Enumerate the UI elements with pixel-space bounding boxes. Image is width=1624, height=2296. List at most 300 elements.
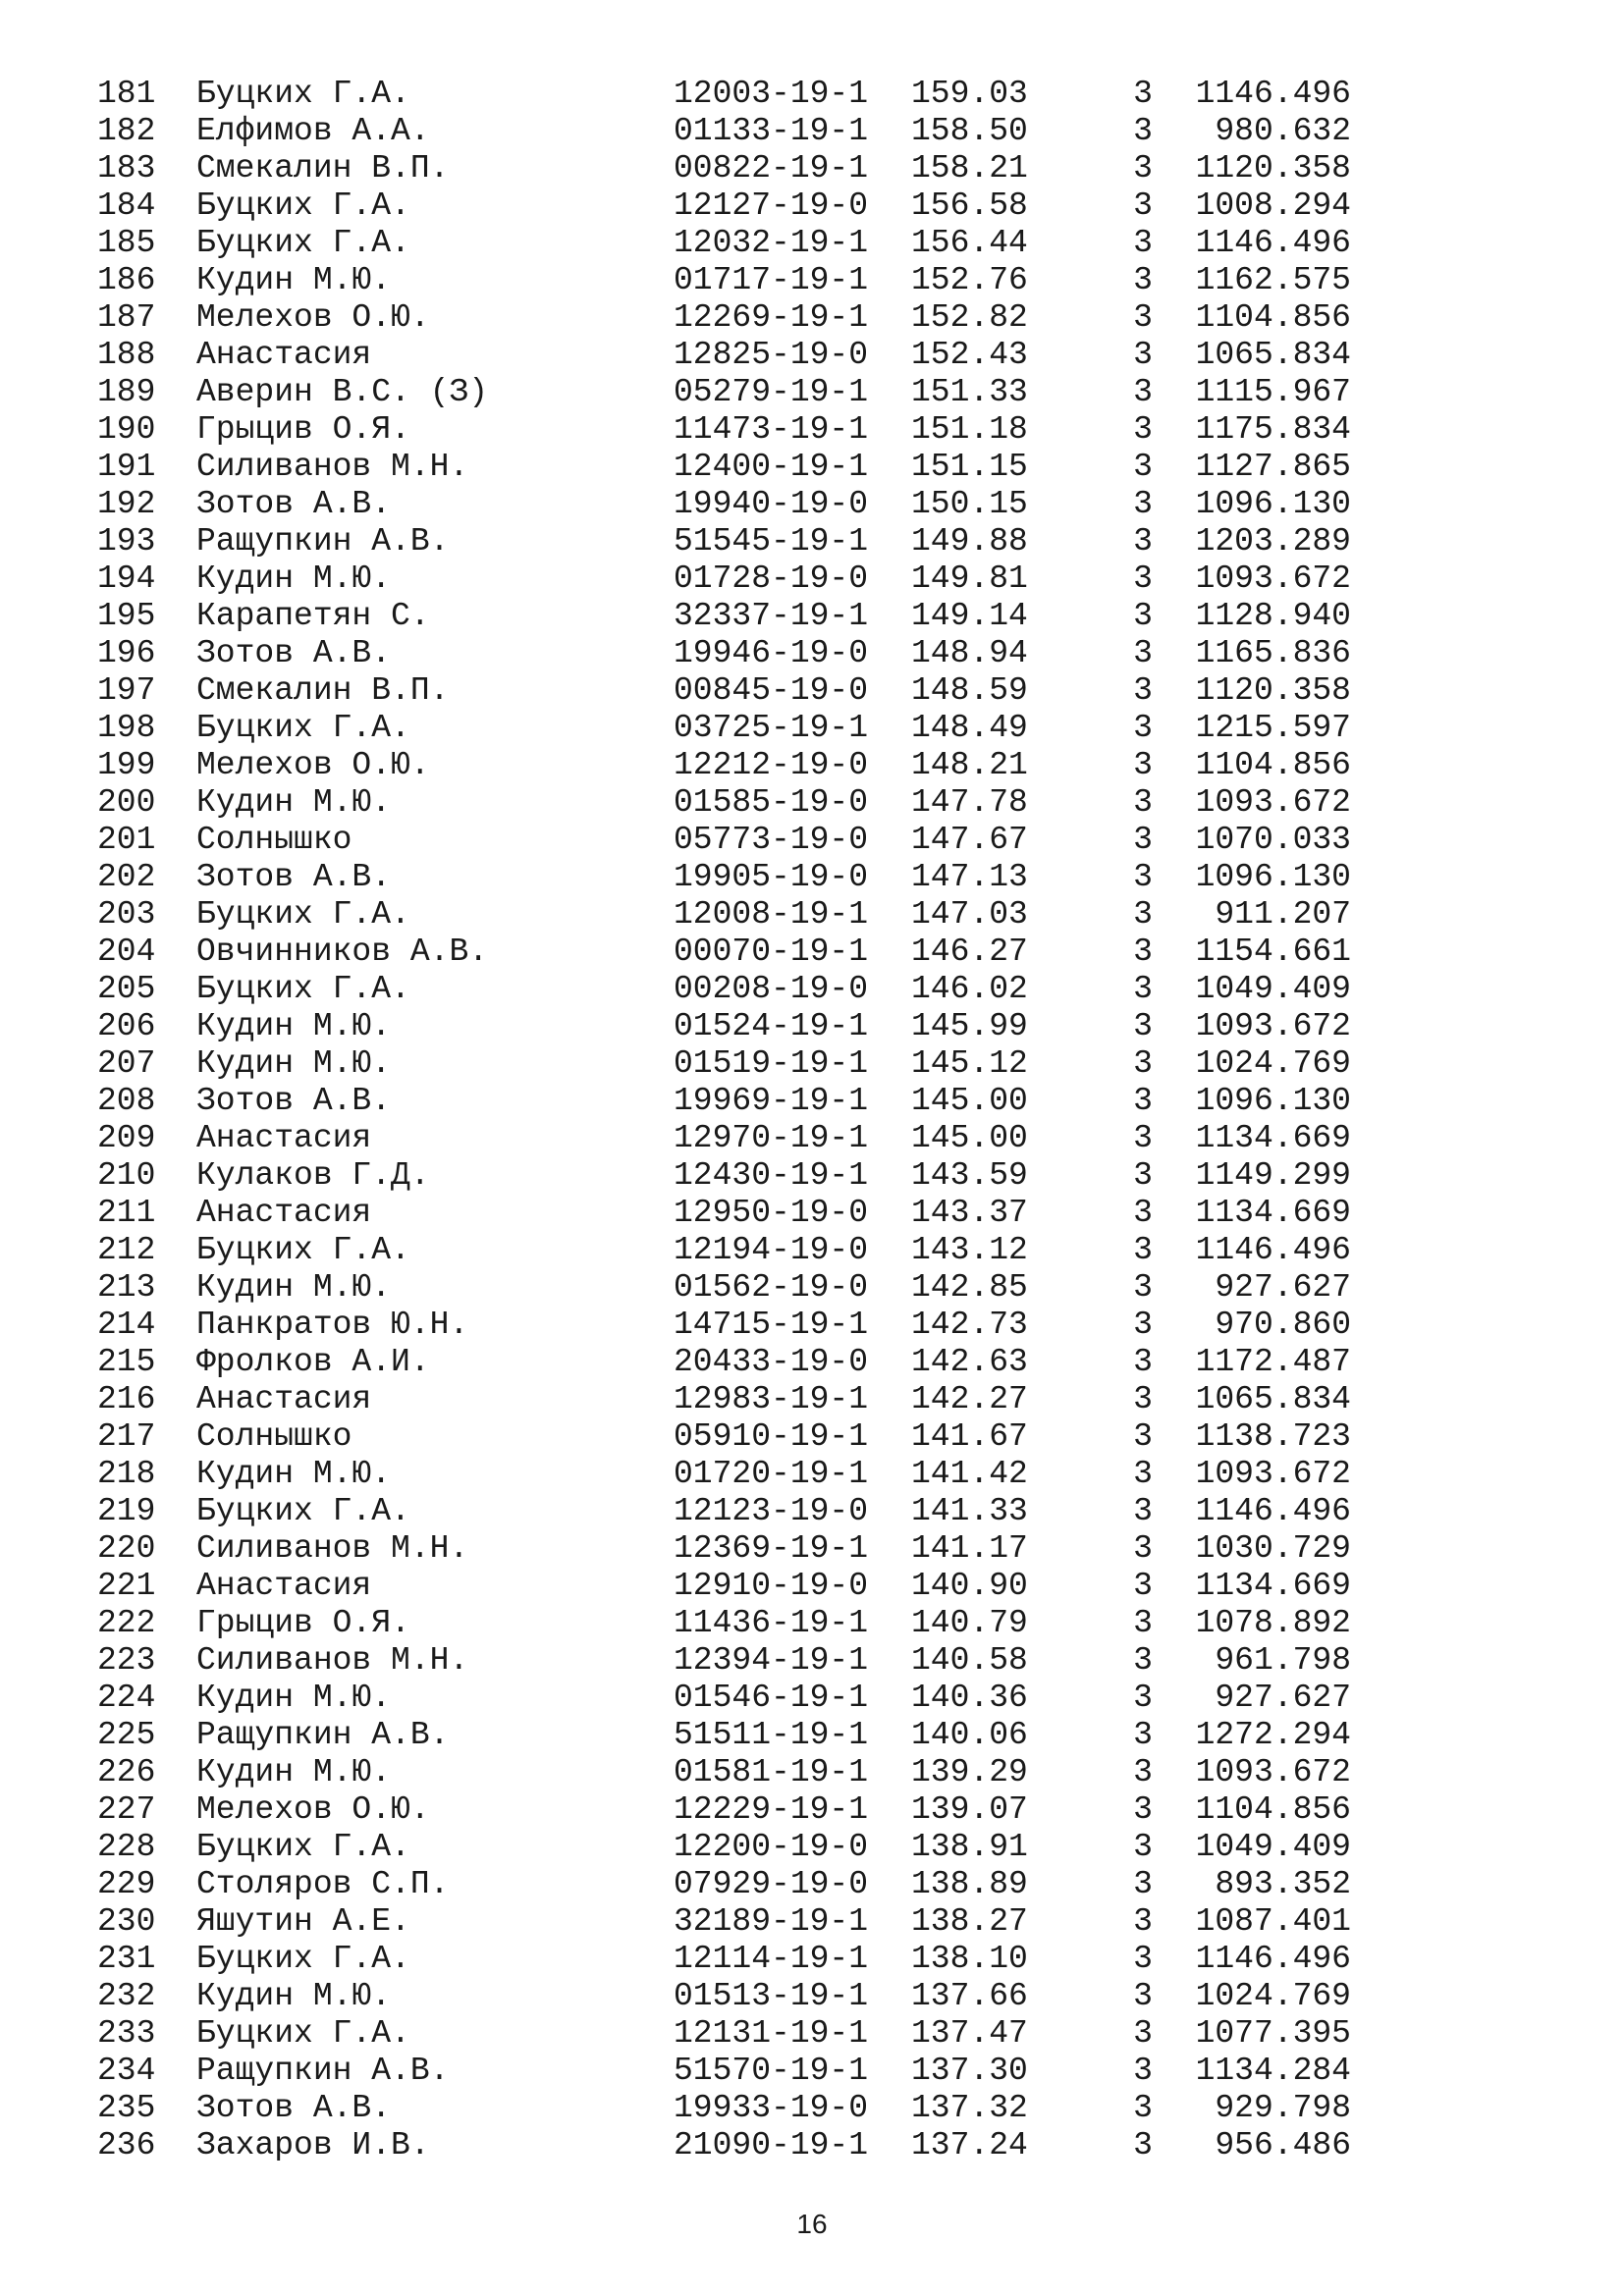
participant-name: Буцких Г.А.: [196, 710, 410, 746]
class-value: 3: [1133, 1418, 1153, 1455]
class-value: 3: [1133, 710, 1153, 746]
ring-code: 12131-19-1: [674, 2015, 869, 2052]
ring-code: 19905-19-0: [674, 859, 869, 895]
total-value: 1104.856: [1195, 1791, 1351, 1828]
table-row: [0, 262, 1624, 299]
participant-name: Буцких Г.А.: [196, 971, 410, 1007]
participant-name: Зотов А.В.: [196, 486, 392, 522]
class-value: 3: [1133, 1083, 1153, 1119]
score-value: 147.13: [911, 859, 1028, 895]
class-value: 3: [1133, 337, 1153, 373]
ring-code: 01562-19-0: [674, 1269, 869, 1306]
row-number: 194: [97, 561, 156, 597]
row-number: 201: [97, 822, 156, 858]
ring-code: 19969-19-1: [674, 1083, 869, 1119]
participant-name: Зотов А.В.: [196, 859, 392, 895]
total-value: 956.486: [1215, 2127, 1351, 2163]
row-number: 224: [97, 1680, 156, 1716]
total-value: 1024.769: [1195, 1045, 1351, 1082]
ring-code: 11473-19-1: [674, 411, 869, 448]
total-value: 929.798: [1215, 2090, 1351, 2126]
participant-name: Кудин М.Ю.: [196, 262, 392, 298]
row-number: 213: [97, 1269, 156, 1306]
row-number: 204: [97, 934, 156, 970]
ring-code: 01524-19-1: [674, 1008, 869, 1044]
participant-name: Смекалин В.П.: [196, 672, 450, 709]
class-value: 3: [1133, 784, 1153, 821]
ring-code: 12127-19-0: [674, 187, 869, 224]
row-number: 185: [97, 225, 156, 261]
table-row: [0, 1829, 1624, 1866]
participant-name: Аверин В.С. (З): [196, 374, 489, 410]
participant-name: Елфимов А.А.: [196, 113, 430, 149]
table-row: [0, 1642, 1624, 1680]
score-value: 137.32: [911, 2090, 1028, 2126]
ring-code: 12003-19-1: [674, 76, 869, 112]
class-value: 3: [1133, 1045, 1153, 1082]
participant-name: Анастасия: [196, 1568, 372, 1604]
participant-name: Ращупкин А.В.: [196, 2053, 450, 2089]
table-row: [0, 896, 1624, 934]
row-number: 215: [97, 1344, 156, 1380]
table-row: [0, 2090, 1624, 2127]
class-value: 3: [1133, 1605, 1153, 1641]
score-value: 138.27: [911, 1903, 1028, 1940]
total-value: 1134.669: [1195, 1195, 1351, 1231]
row-number: 210: [97, 1157, 156, 1194]
participant-name: Зотов А.В.: [196, 2090, 392, 2126]
ring-code: 51545-19-1: [674, 523, 869, 560]
row-number: 184: [97, 187, 156, 224]
ring-code: 01581-19-1: [674, 1754, 869, 1790]
score-value: 150.15: [911, 486, 1028, 522]
ring-code: 01519-19-1: [674, 1045, 869, 1082]
class-value: 3: [1133, 187, 1153, 224]
score-value: 158.50: [911, 113, 1028, 149]
total-value: 1120.358: [1195, 150, 1351, 187]
class-value: 3: [1133, 896, 1153, 933]
ring-code: 12400-19-1: [674, 449, 869, 485]
total-value: 1149.299: [1195, 1157, 1351, 1194]
participant-name: Буцких Г.А.: [196, 2015, 410, 2052]
participant-name: Фролков А.И.: [196, 1344, 430, 1380]
total-value: 1077.395: [1195, 2015, 1351, 2052]
ring-code: 05910-19-1: [674, 1418, 869, 1455]
row-number: 225: [97, 1717, 156, 1753]
ring-code: 51511-19-1: [674, 1717, 869, 1753]
ring-code: 32189-19-1: [674, 1903, 869, 1940]
results-table: [0, 76, 1624, 2164]
participant-name: Кудин М.Ю.: [196, 561, 392, 597]
total-value: 1093.672: [1195, 784, 1351, 821]
class-value: 3: [1133, 672, 1153, 709]
table-row: [0, 486, 1624, 523]
table-row: [0, 337, 1624, 374]
table-row: [0, 2053, 1624, 2090]
score-value: 138.91: [911, 1829, 1028, 1865]
ring-code: 32337-19-1: [674, 598, 869, 634]
participant-name: Силиванов М.Н.: [196, 1642, 469, 1679]
total-value: 1215.597: [1195, 710, 1351, 746]
ring-code: 01585-19-0: [674, 784, 869, 821]
class-value: 3: [1133, 262, 1153, 298]
ring-code: 12394-19-1: [674, 1642, 869, 1679]
table-row: [0, 150, 1624, 187]
row-number: 216: [97, 1381, 156, 1417]
score-value: 145.00: [911, 1083, 1028, 1119]
total-value: 1146.496: [1195, 1493, 1351, 1529]
class-value: 3: [1133, 1791, 1153, 1828]
score-value: 142.27: [911, 1381, 1028, 1417]
score-value: 141.42: [911, 1456, 1028, 1492]
table-row: [0, 1381, 1624, 1418]
ring-code: 12200-19-0: [674, 1829, 869, 1865]
table-row: [0, 299, 1624, 337]
score-value: 140.79: [911, 1605, 1028, 1641]
score-value: 142.63: [911, 1344, 1028, 1380]
participant-name: Панкратов Ю.Н.: [196, 1307, 469, 1343]
ring-code: 19940-19-0: [674, 486, 869, 522]
table-row: [0, 784, 1624, 822]
participant-name: Буцких Г.А.: [196, 1232, 410, 1268]
class-value: 3: [1133, 76, 1153, 112]
row-number: 230: [97, 1903, 156, 1940]
table-row: [0, 225, 1624, 262]
class-value: 3: [1133, 1978, 1153, 2014]
total-value: 1104.856: [1195, 747, 1351, 783]
row-number: 199: [97, 747, 156, 783]
total-value: 1203.289: [1195, 523, 1351, 560]
row-number: 181: [97, 76, 156, 112]
class-value: 3: [1133, 2127, 1153, 2163]
row-number: 209: [97, 1120, 156, 1156]
total-value: 1172.487: [1195, 1344, 1351, 1380]
score-value: 140.36: [911, 1680, 1028, 1716]
participant-name: Солнышко: [196, 822, 352, 858]
ring-code: 12825-19-0: [674, 337, 869, 373]
class-value: 3: [1133, 561, 1153, 597]
row-number: 189: [97, 374, 156, 410]
table-row: [0, 598, 1624, 635]
class-value: 3: [1133, 1195, 1153, 1231]
ring-code: 01717-19-1: [674, 262, 869, 298]
score-value: 139.29: [911, 1754, 1028, 1790]
class-value: 3: [1133, 2015, 1153, 2052]
score-value: 147.78: [911, 784, 1028, 821]
ring-code: 12269-19-1: [674, 299, 869, 336]
participant-name: Анастасия: [196, 1120, 372, 1156]
total-value: 1070.033: [1195, 822, 1351, 858]
score-value: 152.76: [911, 262, 1028, 298]
class-value: 3: [1133, 411, 1153, 448]
class-value: 3: [1133, 1754, 1153, 1790]
participant-name: Анастасия: [196, 1381, 372, 1417]
total-value: 1146.496: [1195, 225, 1351, 261]
class-value: 3: [1133, 1680, 1153, 1716]
row-number: 214: [97, 1307, 156, 1343]
class-value: 3: [1133, 747, 1153, 783]
score-value: 142.73: [911, 1307, 1028, 1343]
ring-code: 14715-19-1: [674, 1307, 869, 1343]
row-number: 219: [97, 1493, 156, 1529]
class-value: 3: [1133, 1903, 1153, 1940]
class-value: 3: [1133, 1493, 1153, 1529]
score-value: 138.10: [911, 1941, 1028, 1977]
score-value: 140.90: [911, 1568, 1028, 1604]
table-row: [0, 747, 1624, 784]
total-value: 1146.496: [1195, 1941, 1351, 1977]
class-value: 3: [1133, 1568, 1153, 1604]
class-value: 3: [1133, 2090, 1153, 2126]
row-number: 191: [97, 449, 156, 485]
participant-name: Ращупкин А.В.: [196, 523, 450, 560]
participant-name: Анастасия: [196, 337, 372, 373]
ring-code: 12114-19-1: [674, 1941, 869, 1977]
total-value: 1093.672: [1195, 561, 1351, 597]
ring-code: 12212-19-0: [674, 747, 869, 783]
participant-name: Силиванов М.Н.: [196, 449, 469, 485]
score-value: 145.12: [911, 1045, 1028, 1082]
ring-code: 11436-19-1: [674, 1605, 869, 1641]
table-row: [0, 1307, 1624, 1344]
ring-code: 00070-19-1: [674, 934, 869, 970]
score-value: 145.99: [911, 1008, 1028, 1044]
score-value: 147.03: [911, 896, 1028, 933]
score-value: 149.81: [911, 561, 1028, 597]
total-value: 1065.834: [1195, 337, 1351, 373]
row-number: 182: [97, 113, 156, 149]
row-number: 186: [97, 262, 156, 298]
class-value: 3: [1133, 2053, 1153, 2089]
class-value: 3: [1133, 523, 1153, 560]
participant-name: Кудин М.Ю.: [196, 1269, 392, 1306]
participant-name: Кудин М.Ю.: [196, 1754, 392, 1790]
row-number: 234: [97, 2053, 156, 2089]
total-value: 1134.284: [1195, 2053, 1351, 2089]
participant-name: Зотов А.В.: [196, 635, 392, 671]
total-value: 1115.967: [1195, 374, 1351, 410]
total-value: 980.632: [1215, 113, 1351, 149]
participant-name: Кулаков Г.Д.: [196, 1157, 430, 1194]
participant-name: Столяров С.П.: [196, 1866, 450, 1902]
participant-name: Мелехов О.Ю.: [196, 747, 430, 783]
score-value: 148.59: [911, 672, 1028, 709]
participant-name: Анастасия: [196, 1195, 372, 1231]
ring-code: 01513-19-1: [674, 1978, 869, 2014]
table-row: [0, 1530, 1624, 1568]
total-value: 1175.834: [1195, 411, 1351, 448]
table-row: [0, 76, 1624, 113]
class-value: 3: [1133, 598, 1153, 634]
score-value: 143.12: [911, 1232, 1028, 1268]
total-value: 1146.496: [1195, 76, 1351, 112]
table-row: [0, 1344, 1624, 1381]
row-number: 183: [97, 150, 156, 187]
table-row: [0, 561, 1624, 598]
table-row: [0, 1978, 1624, 2015]
total-value: 1078.892: [1195, 1605, 1351, 1641]
score-value: 141.17: [911, 1530, 1028, 1567]
score-value: 151.18: [911, 411, 1028, 448]
table-row: [0, 374, 1624, 411]
score-value: 137.66: [911, 1978, 1028, 2014]
score-value: 149.14: [911, 598, 1028, 634]
total-value: 1138.723: [1195, 1418, 1351, 1455]
total-value: 1093.672: [1195, 1456, 1351, 1492]
total-value: 1165.836: [1195, 635, 1351, 671]
row-number: 226: [97, 1754, 156, 1790]
score-value: 141.67: [911, 1418, 1028, 1455]
table-row: [0, 449, 1624, 486]
ring-code: 51570-19-1: [674, 2053, 869, 2089]
table-row: [0, 2015, 1624, 2053]
participant-name: Овчинников А.В.: [196, 934, 489, 970]
score-value: 140.06: [911, 1717, 1028, 1753]
participant-name: Захаров И.В.: [196, 2127, 430, 2163]
score-value: 146.02: [911, 971, 1028, 1007]
total-value: 1049.409: [1195, 971, 1351, 1007]
table-row: [0, 1791, 1624, 1829]
participant-name: Буцких Г.А.: [196, 1941, 410, 1977]
class-value: 3: [1133, 1157, 1153, 1194]
row-number: 208: [97, 1083, 156, 1119]
row-number: 200: [97, 784, 156, 821]
row-number: 206: [97, 1008, 156, 1044]
participant-name: Кудин М.Ю.: [196, 1456, 392, 1492]
class-value: 3: [1133, 113, 1153, 149]
class-value: 3: [1133, 1344, 1153, 1380]
class-value: 3: [1133, 486, 1153, 522]
class-value: 3: [1133, 1941, 1153, 1977]
table-row: [0, 1157, 1624, 1195]
table-row: [0, 1269, 1624, 1307]
score-value: 143.37: [911, 1195, 1028, 1231]
class-value: 3: [1133, 971, 1153, 1007]
class-value: 3: [1133, 1530, 1153, 1567]
score-value: 138.89: [911, 1866, 1028, 1902]
row-number: 188: [97, 337, 156, 373]
participant-name: Яшутин А.Е.: [196, 1903, 410, 1940]
score-value: 140.58: [911, 1642, 1028, 1679]
score-value: 149.88: [911, 523, 1028, 560]
class-value: 3: [1133, 299, 1153, 336]
row-number: 223: [97, 1642, 156, 1679]
ring-code: 19933-19-0: [674, 2090, 869, 2126]
score-value: 148.21: [911, 747, 1028, 783]
row-number: 195: [97, 598, 156, 634]
row-number: 211: [97, 1195, 156, 1231]
table-row: [0, 635, 1624, 672]
participant-name: Карапетян С.: [196, 598, 430, 634]
total-value: 1154.661: [1195, 934, 1351, 970]
participant-name: Зотов А.В.: [196, 1083, 392, 1119]
ring-code: 19946-19-0: [674, 635, 869, 671]
total-value: 927.627: [1215, 1269, 1351, 1306]
table-row: [0, 710, 1624, 747]
participant-name: Кудин М.Ю.: [196, 784, 392, 821]
class-value: 3: [1133, 822, 1153, 858]
ring-code: 03725-19-1: [674, 710, 869, 746]
class-value: 3: [1133, 1232, 1153, 1268]
ring-code: 12950-19-0: [674, 1195, 869, 1231]
row-number: 203: [97, 896, 156, 933]
score-value: 146.27: [911, 934, 1028, 970]
class-value: 3: [1133, 1008, 1153, 1044]
row-number: 197: [97, 672, 156, 709]
table-row: [0, 1680, 1624, 1717]
class-value: 3: [1133, 1381, 1153, 1417]
score-value: 151.15: [911, 449, 1028, 485]
participant-name: Мелехов О.Ю.: [196, 1791, 430, 1828]
ring-code: 00822-19-1: [674, 150, 869, 187]
class-value: 3: [1133, 1269, 1153, 1306]
ring-code: 20433-19-0: [674, 1344, 869, 1380]
ring-code: 01728-19-0: [674, 561, 869, 597]
table-row: [0, 672, 1624, 710]
total-value: 1134.669: [1195, 1120, 1351, 1156]
table-row: [0, 859, 1624, 896]
participant-name: Кудин М.Ю.: [196, 1978, 392, 2014]
total-value: 1024.769: [1195, 1978, 1351, 2014]
ring-code: 01720-19-1: [674, 1456, 869, 1492]
score-value: 148.49: [911, 710, 1028, 746]
row-number: 222: [97, 1605, 156, 1641]
row-number: 228: [97, 1829, 156, 1865]
table-row: [0, 1083, 1624, 1120]
score-value: 143.59: [911, 1157, 1028, 1194]
table-row: [0, 1120, 1624, 1157]
participant-name: Кудин М.Ю.: [196, 1680, 392, 1716]
row-number: 232: [97, 1978, 156, 2014]
table-row: [0, 1418, 1624, 1456]
class-value: 3: [1133, 1456, 1153, 1492]
row-number: 227: [97, 1791, 156, 1828]
row-number: 198: [97, 710, 156, 746]
ring-code: 12032-19-1: [674, 225, 869, 261]
class-value: 3: [1133, 1307, 1153, 1343]
row-number: 236: [97, 2127, 156, 2163]
score-value: 145.00: [911, 1120, 1028, 1156]
table-row: [0, 1941, 1624, 1978]
table-row: [0, 1568, 1624, 1605]
table-row: [0, 1045, 1624, 1083]
score-value: 156.58: [911, 187, 1028, 224]
total-value: 1127.865: [1195, 449, 1351, 485]
total-value: 1272.294: [1195, 1717, 1351, 1753]
table-row: [0, 523, 1624, 561]
ring-code: 12970-19-1: [674, 1120, 869, 1156]
row-number: 221: [97, 1568, 156, 1604]
score-value: 148.94: [911, 635, 1028, 671]
ring-code: 12194-19-0: [674, 1232, 869, 1268]
participant-name: Солнышко: [196, 1418, 352, 1455]
participant-name: Буцких Г.А.: [196, 187, 410, 224]
ring-code: 12229-19-1: [674, 1791, 869, 1828]
total-value: 1087.401: [1195, 1903, 1351, 1940]
score-value: 147.67: [911, 822, 1028, 858]
class-value: 3: [1133, 934, 1153, 970]
row-number: 202: [97, 859, 156, 895]
participant-name: Грыцив О.Я.: [196, 1605, 410, 1641]
participant-name: Буцких Г.А.: [196, 76, 410, 112]
score-value: 152.82: [911, 299, 1028, 336]
total-value: 1065.834: [1195, 1381, 1351, 1417]
class-value: 3: [1133, 859, 1153, 895]
total-value: 911.207: [1215, 896, 1351, 933]
class-value: 3: [1133, 225, 1153, 261]
table-row: [0, 2127, 1624, 2164]
score-value: 158.21: [911, 150, 1028, 187]
